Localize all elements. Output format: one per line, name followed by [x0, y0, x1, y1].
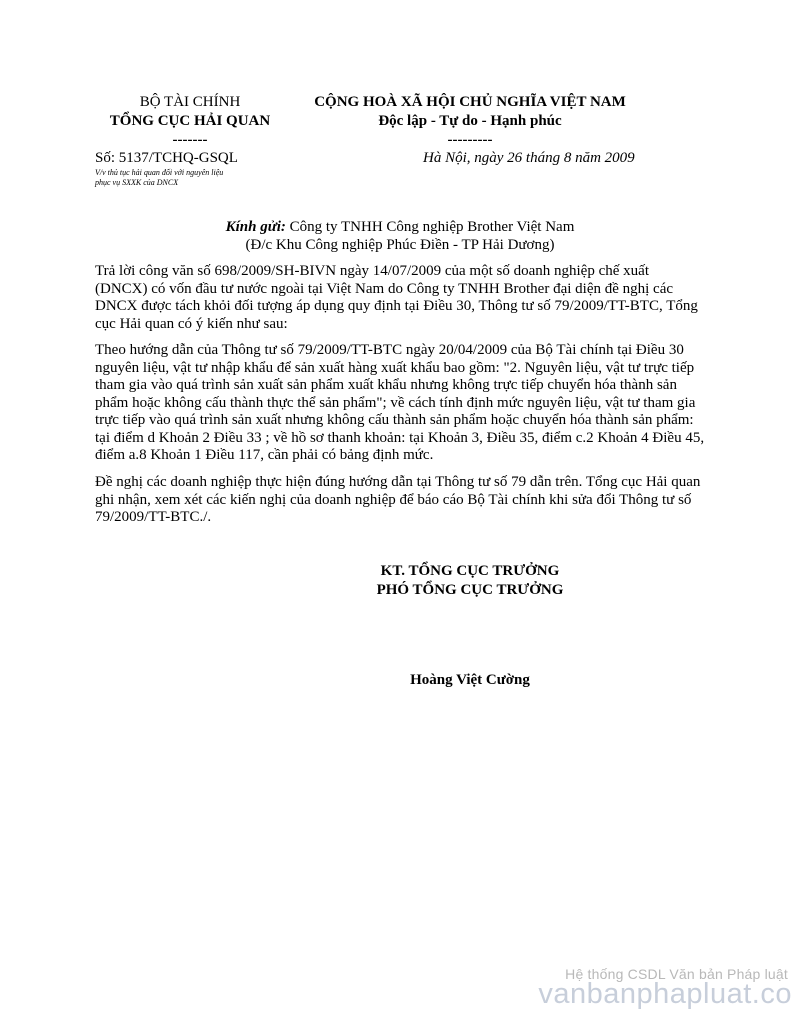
document-number: Số: 5137/TCHQ-GSQL — [95, 150, 238, 166]
recipient-name: Công ty TNHH Công nghiệp Brother Việt Nam — [285, 219, 575, 235]
body-paragraph-1: Trả lời công văn số 698/2009/SH-BIVN ngày 14/07/2009 của một số doanh nghiệp chế xuất (DNCX) có vốn đầu tư nước ngoài tại Việt Nam do Công ty TNHH Brother đại diện đề nghị các DNCX được tách khỏi đối tượng áp dụng quy định tại Điều 30, Thông tư số 79/2009/TT-BTC, Tổng cục Hải quan có ý kiến như sau: — [95, 263, 698, 332]
subject-line-2: phục vụ SXXK của DNCX — [95, 178, 179, 187]
body-paragraph-3: Đề nghị các doanh nghiệp thực hiện đúng hướng dẫn tại Thông tư số 79 dẫn trên. Tổng cục Hải quan ghi nhận, xem xét các kiến nghị của doanh nghiệp để báo cáo Bộ Tài chính khi sửa đổi Thông tư số 79/2009/TT-BTC./. — [95, 474, 701, 525]
motto-divider: --------- — [447, 132, 493, 148]
document-subject — [95, 168, 275, 188]
ministry-name: BỘ TÀI CHÍNH — [139, 94, 241, 110]
body-paragraph-2: Theo hướng dẫn của Thông tư số 79/2009/TT-BTC ngày 20/04/2009 của Bộ Tài chính tại Điều 30 nguyên liệu, vật tư nhập khẩu để sản xuất hàng xuất khẩu bao gồm: "2. Nguyên liệu, vật tư trực tiếp tham gia vào quá trình sản xuất sản phẩm xuất khẩu nhưng không trực tiếp chuyển hóa thành sản phẩm hoặc không cấu thành thực thể sản phẩm"; về cách tính định mức nguyên liệu, vật tư tham gia trực tiếp vào quá trình sản xuất nhưng không cấu thành sản phẩm hoặc chuyển hóa thành sản phẩm: tại điểm d Khoản 2 Điều 33 ; về hồ sơ thanh khoản: tại Khoản 3, Điều 35, điểm c.2 Khoản 4 Điều 45, điểm a.8 Khoản 1 Điều 117, cần phải có bảng định mức. — [95, 342, 705, 463]
national-motto: Độc lập - Tự do - Hạnh phúc — [378, 113, 562, 129]
watermark-caption: Hệ thống CSDL Văn bản Pháp luật — [565, 966, 788, 982]
national-title: CỘNG HOÀ XÃ HỘI CHỦ NGHĨA VIỆT NAM — [314, 94, 626, 110]
signer-name: Hoàng Việt Cường — [410, 672, 530, 688]
document-date: Hà Nội, ngày 26 tháng 8 năm 2009 — [423, 150, 635, 166]
watermark-site: vanbanphapluat.co — [538, 978, 792, 1010]
agency-name: TỔNG CỤC HẢI QUAN — [109, 113, 271, 129]
national-header — [285, 93, 655, 150]
recipient-block — [95, 218, 705, 254]
signer-title-1: KT. TỔNG CỤC TRƯỞNG — [380, 563, 560, 579]
issuer-divider: ------- — [172, 132, 208, 148]
recipient-line — [95, 218, 705, 236]
subject-line-1: V/v thủ tục hải quan đối với nguyên liệu — [95, 168, 224, 177]
recipient-address: (Đ/c Khu Công nghiệp Phúc Điền - TP Hải Dương) — [245, 237, 555, 253]
recipient-label: Kính gửi: — [225, 219, 286, 235]
signer-title-2: PHÓ TỔNG CỤC TRƯỞNG — [376, 582, 564, 598]
issuer-block — [95, 93, 285, 150]
signature-block — [300, 562, 640, 600]
